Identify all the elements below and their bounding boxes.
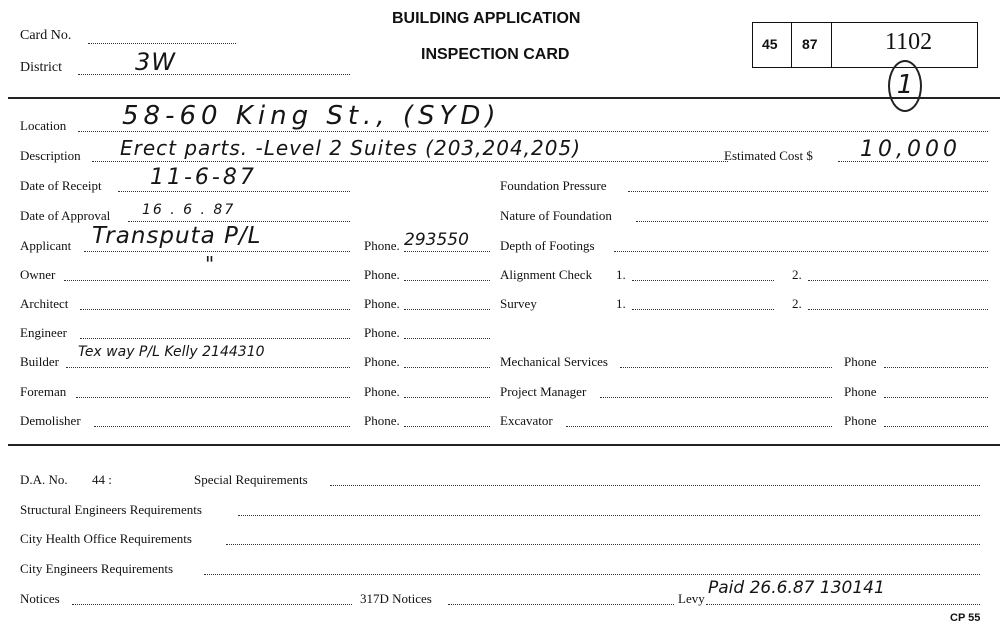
card-number-box — [752, 22, 978, 68]
district-value: 3W — [135, 48, 176, 76]
structural-req-label: Structural Engineers Requirements — [20, 502, 202, 517]
receipt-value: 11-6-87 — [150, 165, 257, 190]
architect-phone-field[interactable] — [404, 309, 490, 310]
applicant-phone-label: Phone. — [364, 238, 400, 253]
da-no-value: 44 : — [92, 472, 112, 487]
district-field[interactable] — [78, 74, 350, 75]
approval-field[interactable] — [128, 221, 350, 222]
alignment-field-1[interactable] — [632, 280, 774, 281]
nature-foundation-field[interactable] — [636, 221, 988, 222]
excavator-phone-label: Phone — [844, 413, 877, 428]
builder-field[interactable] — [66, 367, 350, 368]
project-manager-field[interactable] — [600, 397, 832, 398]
alignment-num2: 2. — [792, 267, 802, 282]
receipt-field[interactable] — [118, 191, 350, 192]
levy-field[interactable] — [706, 604, 980, 605]
description-label: Description — [20, 148, 81, 163]
engineers-req-label: City Engineers Requirements — [20, 561, 174, 576]
foreman-phone-field[interactable] — [404, 397, 490, 398]
receipt-label: Date of Receipt — [20, 178, 102, 193]
project-manager-phone-field[interactable] — [884, 397, 988, 398]
special-req-field[interactable] — [330, 485, 980, 486]
applicant-field[interactable] — [84, 251, 350, 252]
architect-phone-label: Phone. — [364, 296, 400, 311]
box-number-value: 1102 — [885, 29, 933, 55]
builder-value: Tex way P/L Kelly 2144310 — [78, 344, 265, 360]
approval-label: Date of Approval — [20, 208, 111, 223]
depth-footings-label: Depth of Footings — [500, 238, 595, 253]
estimated-cost-value: 10,000 — [860, 137, 961, 162]
excavator-label: Excavator — [500, 413, 553, 428]
owner-field[interactable] — [64, 280, 350, 281]
box-a-value: 45 — [762, 36, 778, 52]
levy-label: Levy — [678, 591, 705, 606]
mechanical-label: Mechanical Services — [500, 354, 608, 369]
card-no-field[interactable] — [88, 43, 236, 44]
foreman-field[interactable] — [76, 397, 350, 398]
alignment-field-2[interactable] — [808, 280, 988, 281]
excavator-field[interactable] — [566, 426, 832, 427]
survey-field-1[interactable] — [632, 309, 774, 310]
mechanical-phone-label: Phone — [844, 354, 877, 369]
special-req-label: Special Requirements — [194, 472, 308, 487]
applicant-value: Transputa P/L — [92, 223, 262, 249]
alignment-label: Alignment Check — [500, 267, 593, 282]
levy-value: Paid 26.6.87 130141 — [708, 578, 885, 598]
approval-value: 16 . 6 . 87 — [142, 202, 236, 218]
health-req-field[interactable] — [226, 544, 980, 545]
notices-field[interactable] — [72, 604, 352, 605]
applicant-phone-value: 293550 — [404, 230, 469, 250]
card-no-label: Card No. — [20, 28, 72, 43]
builder-label: Builder — [20, 354, 59, 369]
foreman-label: Foreman — [20, 384, 67, 399]
box-divider — [791, 23, 792, 67]
engineer-phone-field[interactable] — [404, 338, 490, 339]
location-field[interactable] — [78, 131, 988, 132]
nature-foundation-label: Nature of Foundation — [500, 208, 612, 223]
owner-phone-label: Phone. — [364, 267, 400, 282]
description-field[interactable] — [92, 161, 728, 162]
engineers-req-field[interactable] — [204, 574, 980, 575]
da-no-label: D.A. No. — [20, 472, 68, 487]
builder-phone-label: Phone. — [364, 354, 400, 369]
demolisher-label: Demolisher — [20, 413, 81, 428]
architect-label: Architect — [20, 296, 69, 311]
structural-req-field[interactable] — [238, 515, 980, 516]
foundation-pressure-field[interactable] — [628, 191, 988, 192]
survey-label: Survey — [500, 296, 537, 311]
project-manager-phone-label: Phone — [844, 384, 877, 399]
estimated-cost-label: Estimated Cost $ — [724, 148, 813, 163]
form-code: CP 55 — [950, 612, 981, 624]
title-line1: BUILDING APPLICATION — [392, 10, 581, 27]
header-divider — [8, 97, 1000, 99]
applicant-label: Applicant — [20, 238, 72, 253]
location-label: Location — [20, 118, 67, 133]
health-req-label: City Health Office Requirements — [20, 531, 192, 546]
foreman-phone-label: Phone. — [364, 384, 400, 399]
survey-field-2[interactable] — [808, 309, 988, 310]
notices-317-label: 317D Notices — [360, 591, 432, 606]
alignment-num1: 1. — [616, 267, 626, 282]
notices-label: Notices — [20, 591, 60, 606]
depth-footings-field[interactable] — [614, 251, 988, 252]
box-b-value: 87 — [802, 36, 818, 52]
circled-mark: 1 — [888, 60, 922, 112]
foundation-pressure-label: Foundation Pressure — [500, 178, 607, 193]
survey-num1: 1. — [616, 296, 626, 311]
demolisher-phone-label: Phone. — [364, 413, 400, 428]
survey-num2: 2. — [792, 296, 802, 311]
excavator-phone-field[interactable] — [884, 426, 988, 427]
title-line2: INSPECTION CARD — [421, 46, 570, 63]
owner-phone-field[interactable] — [404, 280, 490, 281]
box-divider — [831, 23, 832, 67]
project-manager-label: Project Manager — [500, 384, 587, 399]
applicant-phone-field[interactable] — [404, 251, 490, 252]
engineer-label: Engineer — [20, 325, 67, 340]
builder-phone-field[interactable] — [404, 367, 490, 368]
demolisher-field[interactable] — [94, 426, 350, 427]
mechanical-field[interactable] — [620, 367, 832, 368]
engineer-field[interactable] — [80, 338, 350, 339]
details-divider — [8, 444, 1000, 446]
district-label: District — [20, 60, 62, 75]
architect-field[interactable] — [80, 309, 350, 310]
engineer-phone-label: Phone. — [364, 325, 400, 340]
owner-value: " — [205, 252, 216, 276]
location-value: 58-60 King St., (SYD) — [122, 101, 501, 131]
notices-317-field[interactable] — [448, 604, 674, 605]
owner-label: Owner — [20, 267, 56, 282]
description-value: Erect parts. -Level 2 Suites (203,204,205) — [120, 136, 582, 160]
demolisher-phone-field[interactable] — [404, 426, 490, 427]
mechanical-phone-field[interactable] — [884, 367, 988, 368]
